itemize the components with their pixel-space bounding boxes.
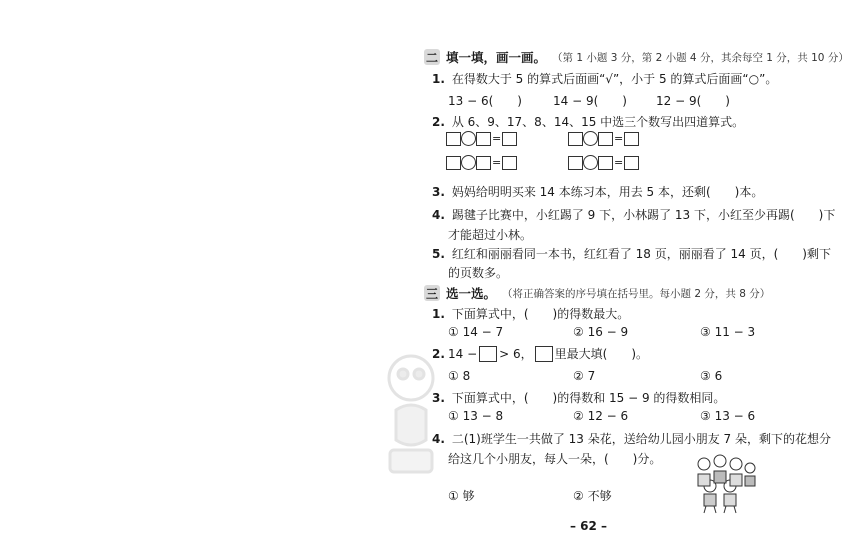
section3-badge: 三 bbox=[425, 286, 438, 301]
answer-box[interactable] bbox=[598, 132, 613, 146]
s2-question-4 bbox=[432, 206, 835, 223]
question-number: 3. bbox=[432, 391, 445, 405]
section3-note: （将正确答案的序号填在括号里。每小题 2 分，共 8 分） bbox=[502, 287, 771, 300]
equation-template-4 bbox=[568, 155, 639, 170]
equals-sign: = bbox=[492, 156, 502, 169]
equation-template-1 bbox=[446, 131, 517, 146]
operator-circle[interactable] bbox=[461, 131, 476, 146]
answer-box[interactable] bbox=[476, 132, 491, 146]
s3-q1-option-1[interactable]: ① 14 − 7 bbox=[448, 325, 504, 339]
s3-q2-option-1[interactable]: ① 8 bbox=[448, 369, 471, 383]
page-number: – 62 – bbox=[570, 519, 608, 533]
s2-question-5 bbox=[432, 245, 831, 262]
s2-q4-line2: 才能超过小林。 bbox=[448, 228, 533, 242]
equals-sign: = bbox=[614, 156, 624, 169]
question-text: 二(1)班学生一共做了 13 朵花，送给幼儿园小朋友 7 朵，剩下的花想分 bbox=[451, 432, 831, 446]
question-number: 3. bbox=[432, 185, 445, 199]
s3-q2-option-2[interactable]: ② 7 bbox=[573, 369, 596, 383]
s2-q1-item-3: 12 − 9( ) bbox=[656, 94, 730, 108]
answer-box[interactable] bbox=[476, 156, 491, 170]
question-number: 4. bbox=[432, 432, 445, 446]
answer-box[interactable] bbox=[535, 346, 553, 362]
s3-question-3 bbox=[432, 389, 725, 406]
s3-question-4 bbox=[432, 430, 831, 447]
equals-sign: = bbox=[492, 132, 502, 145]
s2-question-3 bbox=[432, 183, 763, 200]
question-text: 下面算式中，( )的得数和 15 − 9 的得数相同。 bbox=[451, 391, 726, 405]
question-prefix: 14 − bbox=[448, 346, 478, 361]
answer-box[interactable] bbox=[479, 346, 497, 362]
s3-question-2 bbox=[432, 345, 648, 362]
s3-q1-option-3[interactable]: ③ 11 − 3 bbox=[700, 325, 756, 339]
s3-q1-option-2[interactable]: ② 16 − 9 bbox=[573, 325, 629, 339]
equation-template-3 bbox=[446, 155, 517, 170]
s3-q3-option-3[interactable]: ③ 13 − 6 bbox=[700, 409, 756, 423]
s3-q2-option-3[interactable]: ③ 6 bbox=[700, 369, 723, 383]
question-text: 红红和丽丽看同一本书，红红看了 18 页，丽丽看了 14 页，( )剩下 bbox=[451, 247, 831, 261]
question-number: 5. bbox=[432, 247, 445, 261]
operator-circle[interactable] bbox=[583, 155, 598, 170]
question-number: 1. bbox=[432, 72, 445, 86]
question-number: 1. bbox=[432, 307, 445, 321]
s3-question-1 bbox=[432, 305, 629, 322]
answer-box[interactable] bbox=[502, 156, 517, 170]
answer-box[interactable] bbox=[624, 156, 639, 170]
section3-title: 选一选。 bbox=[446, 286, 497, 301]
answer-box[interactable] bbox=[446, 132, 461, 146]
s3-q4-option-2[interactable]: ② 不够 bbox=[573, 489, 612, 503]
answer-box[interactable] bbox=[502, 132, 517, 146]
s3-q4-line2: 给这几个小朋友，每人一朵，( )分。 bbox=[448, 452, 662, 466]
s2-q5-line2: 的页数多。 bbox=[448, 266, 509, 280]
s2-q1-item-2: 14 − 9( ) bbox=[553, 94, 627, 108]
s3-q3-option-1[interactable]: ① 13 − 8 bbox=[448, 409, 504, 423]
answer-box[interactable] bbox=[624, 132, 639, 146]
question-text: 妈妈给明明买来 14 本练习本，用去 5 本，还剩( )本。 bbox=[451, 185, 764, 199]
children-illustration-icon bbox=[690, 452, 762, 514]
question-number: 2. bbox=[432, 115, 445, 129]
question-text: 踢毽子比赛中，小红踢了 9 下，小林踢了 13 下，小红至少再踢( )下 bbox=[451, 208, 836, 222]
s2-q1-item-1: 13 − 6( ) bbox=[448, 94, 522, 108]
s2-question-2 bbox=[432, 113, 744, 130]
section2-note: （第 1 小题 3 分，第 2 小题 4 分，其余每空 1 分，共 10 分） bbox=[552, 51, 849, 64]
question-text: 下面算式中，( )的得数最大。 bbox=[451, 307, 630, 321]
question-suffix: 里最大填( )。 bbox=[554, 347, 649, 361]
section2-badge: 二 bbox=[425, 50, 438, 65]
equals-sign: = bbox=[614, 132, 624, 145]
section2-title: 填一填，画一画。 bbox=[446, 50, 547, 65]
operator-circle[interactable] bbox=[583, 131, 598, 146]
answer-box[interactable] bbox=[568, 156, 583, 170]
section2-header bbox=[424, 48, 849, 66]
watermark-mascot-icon bbox=[376, 350, 446, 480]
operator-circle[interactable] bbox=[461, 155, 476, 170]
s3-q4-option-1[interactable]: ① 够 bbox=[448, 489, 475, 503]
s2-question-1 bbox=[432, 70, 777, 87]
equation-template-2 bbox=[568, 131, 639, 146]
question-number: 4. bbox=[432, 208, 445, 222]
question-number: 2. bbox=[432, 346, 445, 361]
question-text: 从 6、9、17、8、14、15 中选三个数写出四道算式。 bbox=[451, 115, 745, 129]
question-text: 在得数大于 5 的算式后面画“√”，小于 5 的算式后面画“○”。 bbox=[451, 72, 778, 86]
section3-header bbox=[424, 284, 770, 302]
s3-q3-option-2[interactable]: ② 12 − 6 bbox=[573, 409, 629, 423]
answer-box[interactable] bbox=[446, 156, 461, 170]
question-mid: > 6， bbox=[499, 347, 533, 361]
answer-box[interactable] bbox=[598, 156, 613, 170]
answer-box[interactable] bbox=[568, 132, 583, 146]
